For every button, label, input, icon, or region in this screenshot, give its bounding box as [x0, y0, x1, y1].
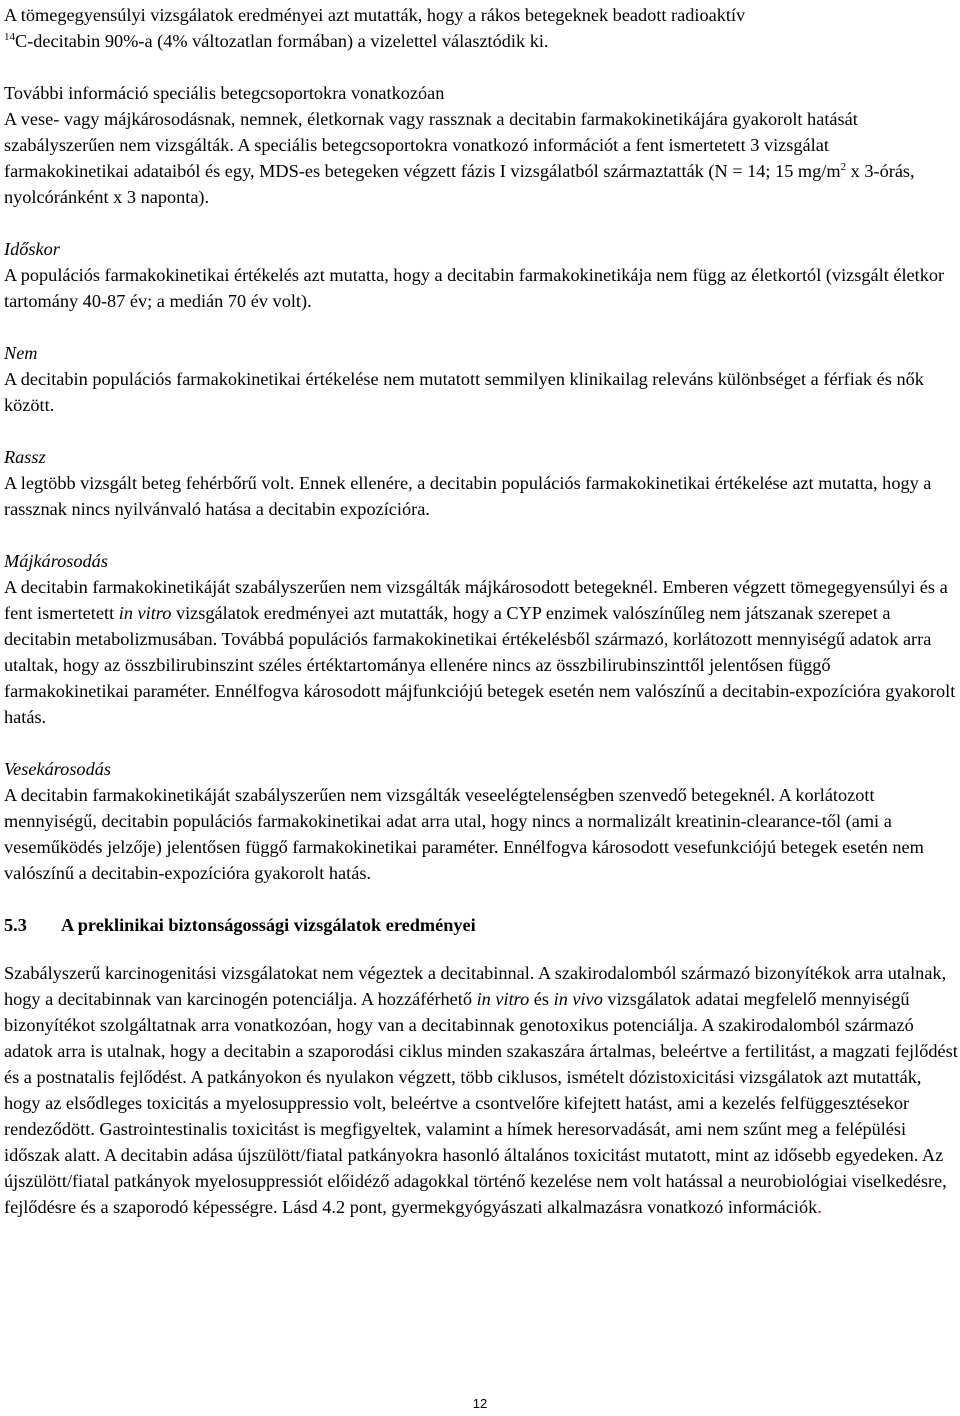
section-title: A preklinikai biztonságossági vizsgálatok eredményei — [61, 915, 476, 935]
kidney-paragraph: A decitabin farmakokinetikáját szabályszerűen nem vizsgálták veseelégtelenségben szenvedő betegeknél. A korlátozott mennyiségű, decitabin populációs farmakokinetikai adat arra utal, hogy nincs a normalizált kreatinin-clearance-től (ami a veseműködés jelzője) jelentősen függő farmakokinetikai paraméter. Ennélfogva károsodott vesefunkciójú betegek esetén nem valószínű a decitabin-expozícióra gyakorolt hatás. — [4, 785, 924, 883]
page-number: 12 — [472, 1396, 488, 1411]
age-heading: Időskor — [4, 239, 60, 259]
special-populations-paragraph: A vese- vagy májkárosodásnak, nemnek, életkornak vagy rassznak a decitabin farmakokinetikájára gyakorolt hatását szabályszerűen nem vizsgálták. A speciális betegcsoportokra vonatkozó információt a fent ismertetett 3 vizsgálat farmakokinetikai adataiból és egy, MDS-es betegeken végzett fázis I vizsgálatból származtatták (N = 14; 15 $mg/m^2$ x 3-órás, nyolcóránként x 3 naponta). — [4, 109, 915, 207]
unit-superscript: 2 — [840, 161, 847, 173]
sex-heading: Nem — [4, 343, 38, 363]
document-page — [4, 2, 958, 1220]
isotope-superscript: 14 — [4, 31, 15, 43]
liver-heading: Májkárosodás — [4, 551, 108, 571]
section-number: 5.3 — [4, 915, 27, 935]
race-heading: Rassz — [4, 447, 46, 467]
mass-balance-paragraph: A tömegegyensúlyi vizsgálatok eredményei azt mutatták, hogy a rákos betegeknek beadott radioaktív $^{14}$C-decitabin 90%-a (4% változatlan formában) a vizelettel választódik ki. — [4, 5, 746, 51]
section-5-3-heading — [4, 912, 958, 938]
preclinical-paragraph: Szabályszerű karcinogenitási vizsgálatokat nem végeztek a decitabinnal. A szakirodalomból származó bizonyítékok arra utalnak, hogy a decitabinnak van karcinogén potenciálja. A hozzáférhető in vitro és in vivo vizsgálatok adatai megfelelő mennyiségű bizonyítékot szolgáltatnak arra vonatkozóan, hogy van a decitabinnak genotoxikus potenciálja. A szakirodalomból származó adatok arra is utalnak, hogy a decitabin a szaporodási ciklus minden szakaszára ártalmas, beleértve a fertilitást, a magzati fejlődést és a postnatalis fejlődést. A patkányokon és nyulakon végzett, több ciklusos, ismételt dózistoxicitási vizsgálatok azt mutatták, hogy az elsődleges toxicitás a myelosuppressio volt, beleértve a csontvelőre kifejtett hatást, ami a kezelés felfüggesztésekor rendeződött. Gastrointestinalis toxicitást is megfigyeltek, valamint a hímek heresorvadását, ami nem szűnt meg a felépülési időszak alatt. A decitabin adása újszülött/fiatal patkányokra hasonló általános toxicitást mutatott, mint az idősebb egyedeken. Az újszülött/fiatal patkányok myelosuppressiót előidéző adagokkal történő kezelése nem volt hatással a neurobiológiai viselkedésre, fejlődésre és a szaporodó képességre. Lásd 4.2 pont, gyermekgyógyászati alkalmazásra vonatkozó információk. — [4, 963, 958, 1217]
age-paragraph: A populációs farmakokinetikai értékelés azt mutatta, hogy a decitabin farmakokinetikája nem függ az életkortól (vizsgált életkor tartomány 40-87 év; a medián 70 év volt). — [4, 265, 945, 311]
special-populations-heading: További információ speciális betegcsoportokra vonatkozóan — [4, 83, 445, 103]
kidney-heading: Vesekárosodás — [4, 759, 111, 779]
race-paragraph: A legtöbb vizsgált beteg fehérbőrű volt. Ennek ellenére, a decitabin populációs farmakokinetikai értékelése azt mutatta, hogy a rassznak nincs nyilvánvaló hatása a decitabin expozícióra. — [4, 473, 932, 519]
sex-paragraph: A decitabin populációs farmakokinetikai értékelése nem mutatott semmilyen klinikailag releváns különbséget a férfiak és nők között. — [4, 369, 924, 415]
liver-paragraph: A decitabin farmakokinetikáját szabályszerűen nem vizsgálták májkárosodott betegeknél. Emberen végzett tömegegyensúlyi és a fent ismertetett in vitro vizsgálatok eredményei azt mutatták, hogy a CYP enzimek valószínűleg nem játszanak szerepet a decitabin metabolizmusában. Továbbá populációs farmakokinetikai értékelésből származó, korlátozott mennyiségű adatok arra utaltak, hogy az összbilirubinszint széles értéktartománya ellenére nincs az összbilirubinszinttől jelentősen függő farmakokinetikai paraméter. Ennélfogva károsodott májfunkciójú betegek esetén nem valószínű a decitabin-expozícióra gyakorolt hatás. — [4, 577, 956, 727]
